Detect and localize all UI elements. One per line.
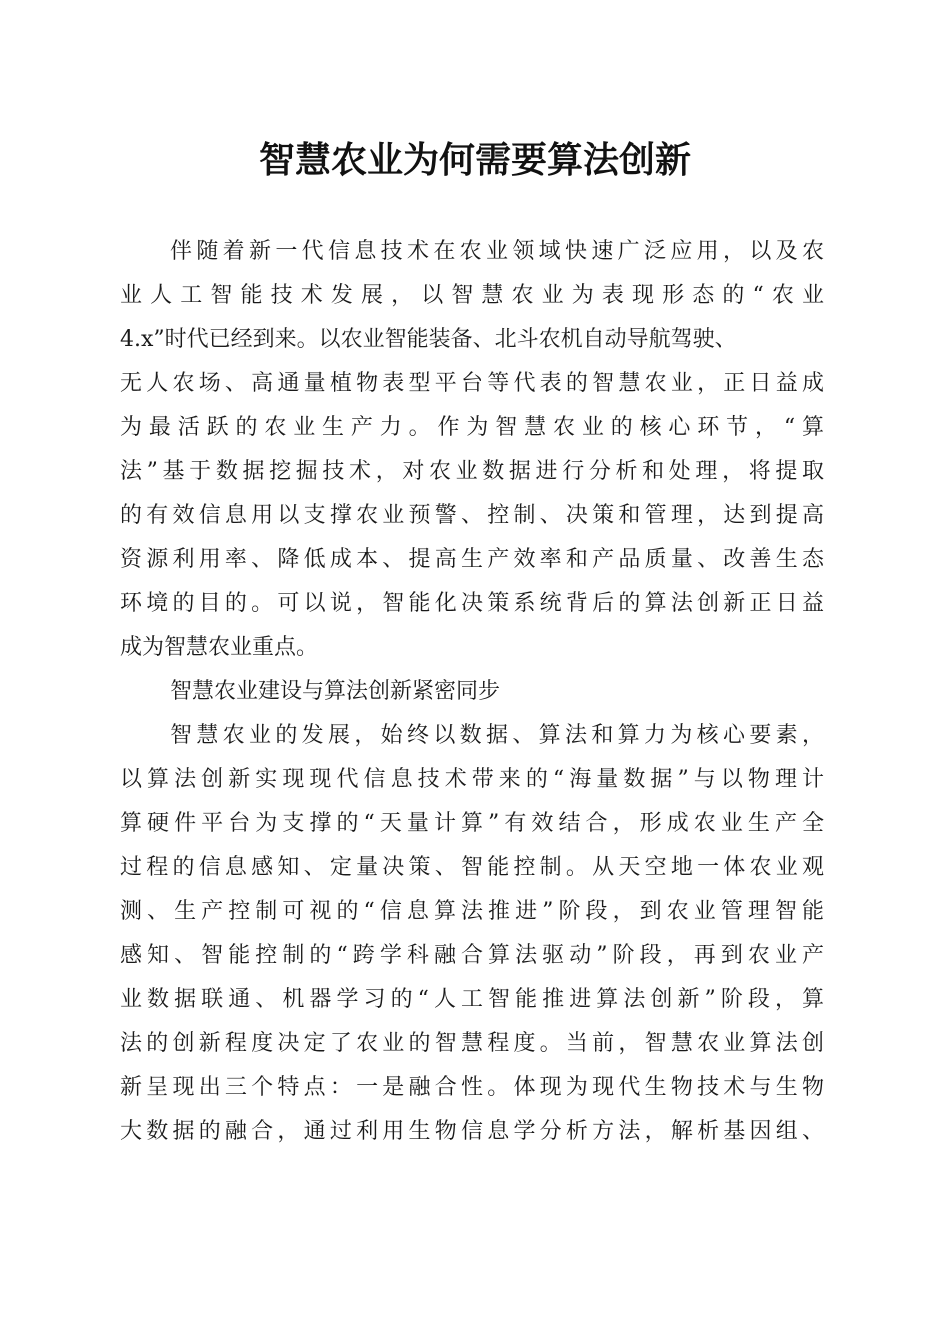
text-line: 大数据的融合，通过利用生物信息学分析方法，解析基因组、 [120,1119,824,1144]
text-line: 4.x”时代已经到来。以农业智能装备、北斗农机自动导航驾驶、 [120,327,737,352]
text-line: 法”基于数据挖掘技术，对农业数据进行分析和处理，将提取 [120,459,824,484]
page-title: 智慧农业为何需要算法创新 [258,139,691,181]
text-line: 为最活跃的农业生产力。作为智慧农业的核心环节，“算 [120,415,824,440]
text-line: 新呈现出三个特点：一是融合性。体现为现代生物技术与生物 [120,1075,824,1100]
text-line: 业数据联通、机器学习的“人工智能推进算法创新”阶段，算 [120,987,824,1012]
text-line: 以算法创新实现现代信息技术带来的“海量数据”与以物理计 [120,767,824,792]
text-line: 资源利用率、降低成本、提高生产效率和产品质量、改善生态 [120,547,824,572]
text-line: 算硬件平台为支撑的“天量计算”有效结合，形成农业生产全 [120,811,824,836]
text-line: 业人工智能技术发展，以智慧农业为表现形态的“农业 [120,283,824,308]
text-line: 环境的目的。可以说，智能化决策系统背后的算法创新正日益 [120,591,824,616]
section-heading: 智慧农业建设与算法创新紧密同步 [170,679,501,704]
text-line: 智慧农业的发展，始终以数据、算法和算力为核心要素， [170,723,824,748]
text-line: 伴随着新一代信息技术在农业领域快速广泛应用，以及农 [170,239,824,264]
text-line: 无人农场、高通量植物表型平台等代表的智慧农业，正日益成 [120,371,824,396]
text-line: 的有效信息用以支撑农业预警、控制、决策和管理，达到提高 [120,503,824,528]
text-line: 法的创新程度决定了农业的智慧程度。当前，智慧农业算法创 [120,1031,824,1056]
text-line: 成为智慧农业重点。 [120,635,319,660]
text-line: 测、生产控制可视的“信息算法推进”阶段，到农业管理智能 [120,899,824,924]
text-line: 过程的信息感知、定量决策、智能控制。从天空地一体农业观 [120,855,824,880]
text-line: 感知、智能控制的“跨学科融合算法驱动”阶段，再到农业产 [120,943,824,968]
